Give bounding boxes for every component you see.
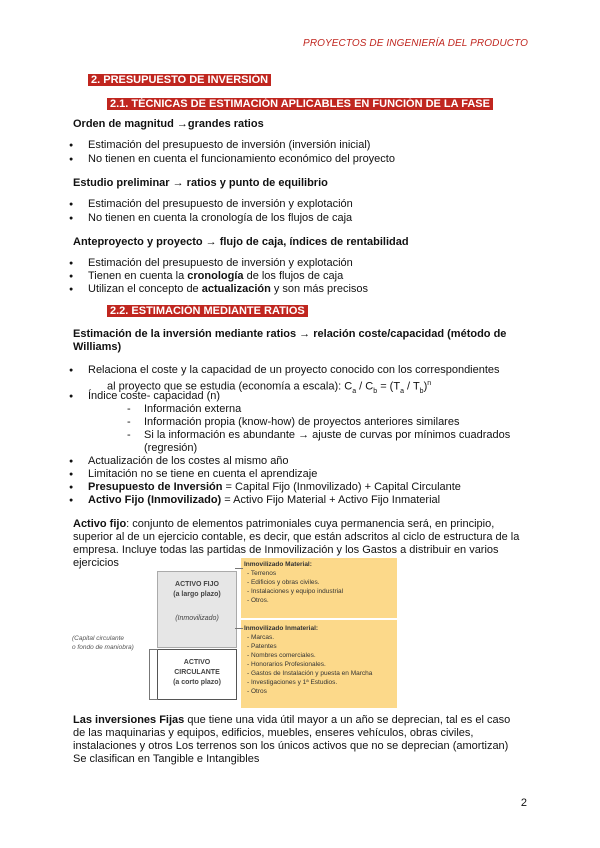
list-item: ● No tienen en cuenta el funcionamiento económico del proyecto xyxy=(88,153,395,167)
capital-circulante-note: (Capital circulante o fondo de maniobra) xyxy=(72,635,134,651)
inmaterial-title: Inmovilizado Inmaterial: xyxy=(244,625,319,632)
list-item: ● Índice coste- capacidad (n) xyxy=(88,390,220,404)
activo-fijo-line-2: superior al de un ejercicio contable, es decir, que están adscritos al ciclo de estructura de la xyxy=(73,531,520,543)
diagram-list-item: - Terrenos xyxy=(247,570,277,577)
sub-list-item: - Información externa xyxy=(144,403,241,417)
diagram-list-item: - Edificios y obras civiles. xyxy=(247,579,320,586)
list-item: ● Estimación del presupuesto de inversión y explotación xyxy=(88,198,353,212)
fijas-line-1: Las inversiones Fijas que tiene una vida útil mayor a un año se deprecian, tal es el caso xyxy=(73,714,511,726)
fijas-line-2: de las maquinarias y equipos, edificios, muebles, enseres vehículos, obras civiles, xyxy=(73,727,474,739)
list-item: ● Estimación del presupuesto de inversión (inversión inicial) xyxy=(88,139,370,153)
diagram-list-item: - Investigaciones y 1ª Estudios. xyxy=(247,679,338,686)
williams-title-line-2: Williams) xyxy=(73,341,122,353)
section-2-2-heading: 2.2. ESTIMACIÓN MEDIANTE RATIOS xyxy=(107,305,308,318)
connector-line xyxy=(235,568,243,569)
activo-fijo-line-1: Activo fijo: conjunto de elementos patrimoniales cuya permanencia será, en principio, xyxy=(73,518,495,530)
fijas-line-4: Se clasifican en Tangible e Intangibles xyxy=(73,753,260,765)
list-item: ● Estimación del presupuesto de inversión y explotación xyxy=(88,257,353,271)
bracket-icon xyxy=(149,649,158,700)
page-number: 2 xyxy=(520,797,527,809)
diagram-list-item: - Gastos de Instalación y puesta en Marcha xyxy=(247,670,373,677)
material-list xyxy=(247,569,343,605)
sub-list-item: - Si la información es abundante → ajuste de curvas por mínimos cuadrados xyxy=(144,429,510,443)
fijas-line-3: instalaciones y otros Los terrenos son los únicos activos que no se deprecian (amortizan) xyxy=(73,740,509,752)
diagram-list-item: - Otros. xyxy=(247,597,269,604)
list-item: ● Presupuesto de Inversión = Capital Fijo (Inmovilizado) + Capital Circulante xyxy=(88,481,461,495)
balance-diagram xyxy=(145,558,397,710)
inmaterial-list xyxy=(247,633,372,696)
diagram-list-item: - Honorarios Profesionales. xyxy=(247,661,326,668)
list-item: ● Actualización de los costes al mismo año xyxy=(88,455,289,469)
sub-list-item: - Información propia (know-how) de proyectos anteriores similares xyxy=(144,416,459,430)
list-item: ● No tienen en cuenta la cronología de los flujos de caja xyxy=(88,212,352,226)
diagram-list-item: - Patentes xyxy=(247,643,277,650)
list-item: ● Limitación no se tiene en cuenta el aprendizaje xyxy=(88,468,317,482)
list-item: ● Relaciona el coste y la capacidad de un proyecto conocido con los correspondientes xyxy=(88,364,500,378)
material-title: Inmovilizado Material: xyxy=(244,561,312,568)
formula-line: al proyecto que se estudia (economía a escala): $C_a / C_b = (T_a / T_b)^n$ xyxy=(107,380,432,395)
list-item: ● Tienen en cuenta la cronología de los flujos de caja xyxy=(88,270,343,284)
activo-fijo-line-3: empresa. Incluye todas las partidas de Inmovilización y los Gastos a distribuir en varios xyxy=(73,544,499,556)
list-item: ● Utilizan el concepto de actualización y son más precisos xyxy=(88,283,368,297)
diagram-list-item: - Nombres comerciales. xyxy=(247,652,316,659)
running-header: PROYECTOS DE INGENIERÍA DEL PRODUCTO xyxy=(303,38,528,49)
williams-title-line-1: Estimación de la inversión mediante ratios → relación coste/capacidad (método de xyxy=(73,328,507,340)
diagram-list-item: - Otros xyxy=(247,688,267,695)
orden-title: Orden de magnitud →grandes ratios xyxy=(73,118,264,130)
activo-fijo-box: ACTIVO FIJO (a largo plazo) (Inmovilizado) xyxy=(157,571,237,648)
activo-circulante-box: ACTIVO CIRCULANTE (a corto plazo) xyxy=(157,649,237,700)
activo-fijo-line-4: ejercicios xyxy=(73,557,119,569)
diagram-list-item: - Marcas. xyxy=(247,634,275,641)
list-item: ● Activo Fijo (Inmovilizado) = Activo Fijo Material + Activo Fijo Inmaterial xyxy=(88,494,440,508)
estudio-title: Estudio preliminar → ratios y punto de equilibrio xyxy=(73,177,328,189)
anteproyecto-title: Anteproyecto y proyecto → flujo de caja, índices de rentabilidad xyxy=(73,236,409,248)
sub-list-item-cont: (regresión) xyxy=(144,442,198,454)
section-2-heading: 2. PRESUPUESTO DE INVERSIÓN xyxy=(88,74,271,87)
connector-line xyxy=(235,628,243,629)
section-2-1-heading: 2.1. TÉCNICAS DE ESTIMACIÓN APLICABLES EN FUNCIÓN DE LA FASE xyxy=(107,98,493,111)
diagram-list-item: - Instalaciones y equipo industrial xyxy=(247,588,344,595)
